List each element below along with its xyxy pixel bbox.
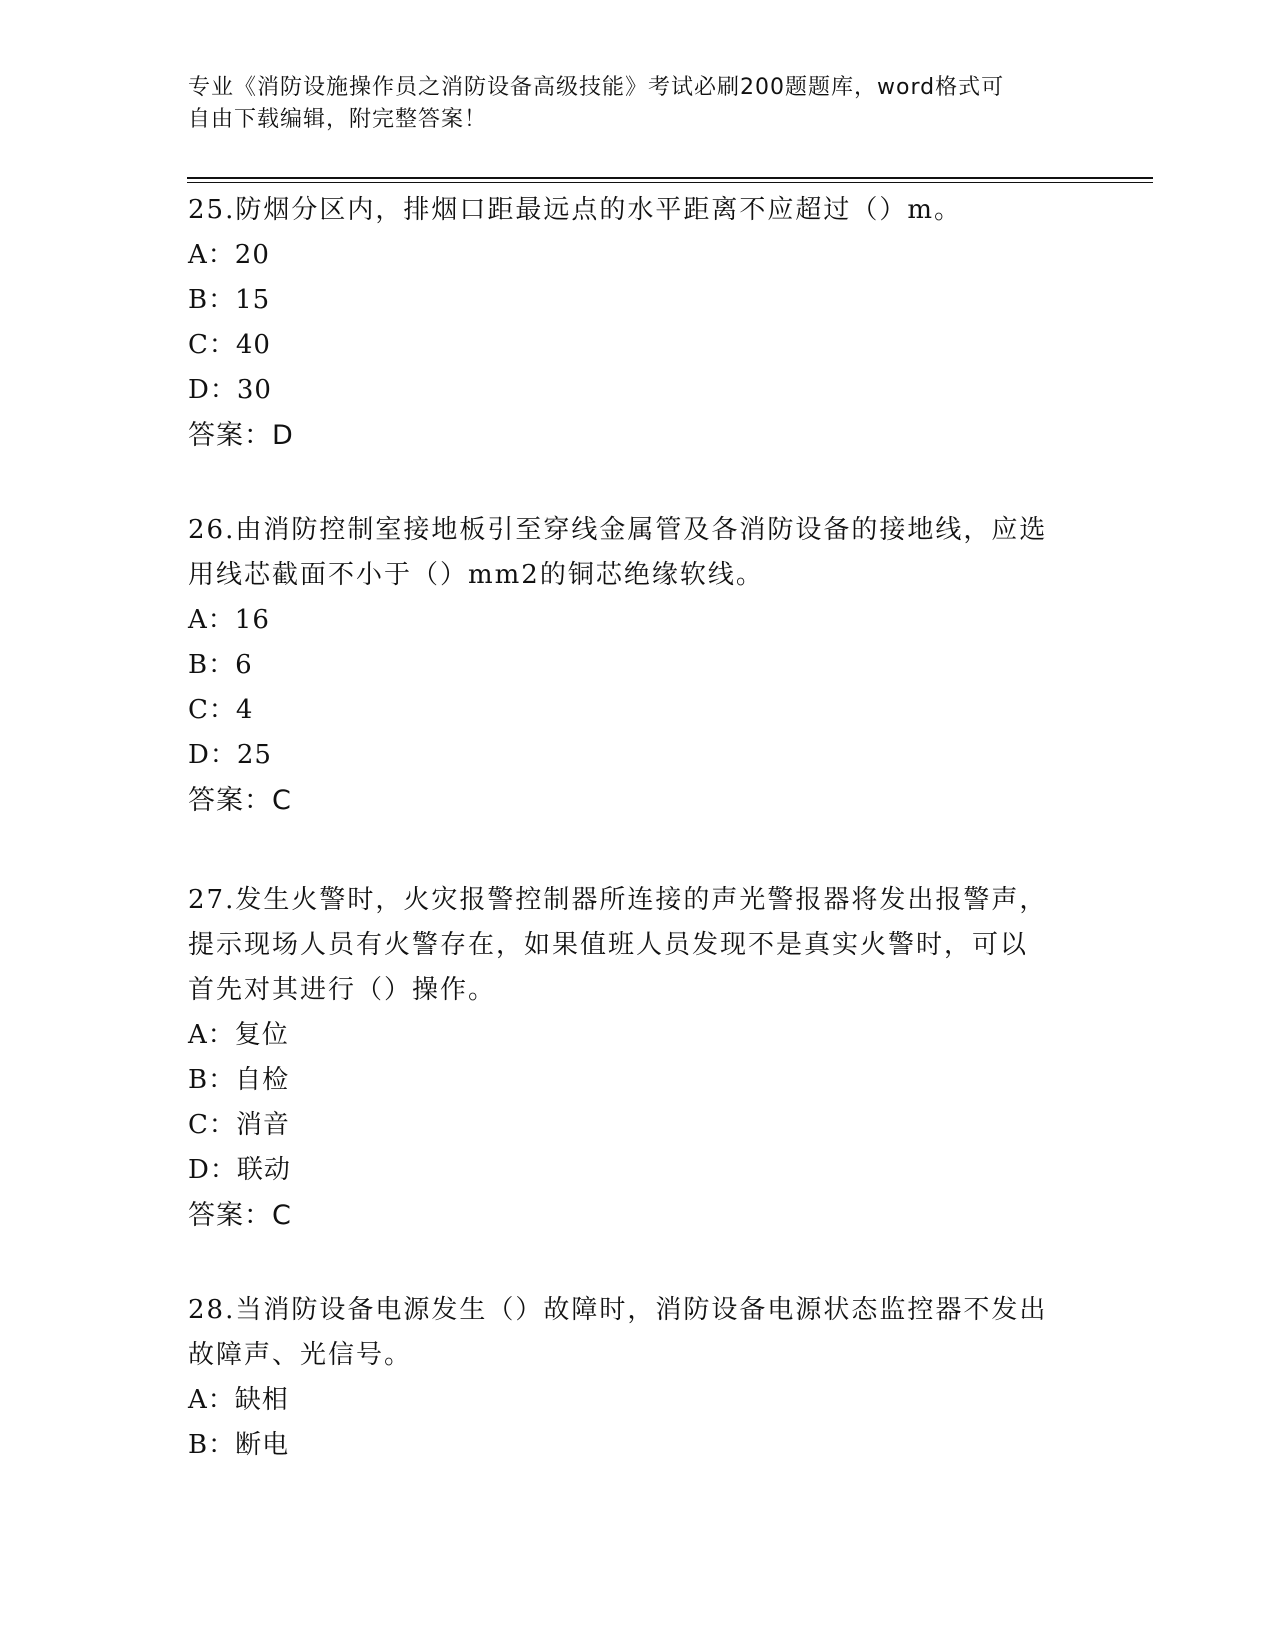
stem-line: 提示现场人员有火警存在，如果值班人员发现不是真实火警时，可以 bbox=[188, 930, 1029, 960]
option-a: A：缺相 bbox=[188, 1385, 289, 1415]
option-c: C：4 bbox=[188, 695, 254, 725]
question-26 bbox=[188, 508, 1068, 824]
document-header bbox=[188, 72, 1068, 136]
header-line-1: 专业《消防设施操作员之消防设备高级技能》考试必刷200题题库，word格式可 bbox=[188, 75, 1005, 100]
option-d: D：25 bbox=[188, 740, 272, 770]
question-stem bbox=[188, 878, 1068, 1013]
stem-line: 28.当消防设备电源发生（）故障时，消防设备电源状态监控器不发出 bbox=[188, 1295, 1048, 1325]
option-c: C：40 bbox=[188, 330, 271, 360]
stem-line: 26.由消防控制室接地板引至穿线金属管及各消防设备的接地线，应选 bbox=[188, 515, 1048, 545]
option-a: A：16 bbox=[188, 605, 270, 635]
answer: 答案：C bbox=[188, 1200, 292, 1231]
stem-line: 首先对其进行（）操作。 bbox=[188, 975, 497, 1005]
option-b: B：断电 bbox=[188, 1430, 290, 1460]
stem-line: 27.发生火警时，火灾报警控制器所连接的声光警报器将发出报警声， bbox=[188, 885, 1048, 915]
stem-line: 故障声、光信号。 bbox=[188, 1340, 413, 1370]
option-b: B：6 bbox=[188, 650, 253, 680]
question-stem bbox=[188, 508, 1068, 598]
header-divider-thin bbox=[187, 182, 1153, 183]
stem-line: 用线芯截面不小于（）mm2的铜芯绝缘软线。 bbox=[188, 560, 764, 590]
option-b: B：自检 bbox=[188, 1065, 290, 1095]
answer: 答案：D bbox=[188, 420, 294, 451]
option-a: A：20 bbox=[188, 240, 270, 270]
question-stem bbox=[188, 1288, 1068, 1378]
stem-line: 25.防烟分区内，排烟口距最远点的水平距离不应超过（）m。 bbox=[188, 195, 963, 225]
question-stem bbox=[188, 188, 1068, 233]
question-28 bbox=[188, 1288, 1068, 1468]
header-divider-thick bbox=[187, 177, 1153, 179]
answer: 答案：C bbox=[188, 785, 292, 816]
option-b: B：15 bbox=[188, 285, 271, 315]
header-line-2: 自由下载编辑，附完整答案！ bbox=[188, 107, 488, 132]
question-27 bbox=[188, 878, 1068, 1239]
option-d: D：30 bbox=[188, 375, 272, 405]
option-a: A：复位 bbox=[188, 1020, 289, 1050]
option-d: D：联动 bbox=[188, 1155, 291, 1185]
option-c: C：消音 bbox=[188, 1110, 290, 1140]
question-25 bbox=[188, 188, 1068, 459]
